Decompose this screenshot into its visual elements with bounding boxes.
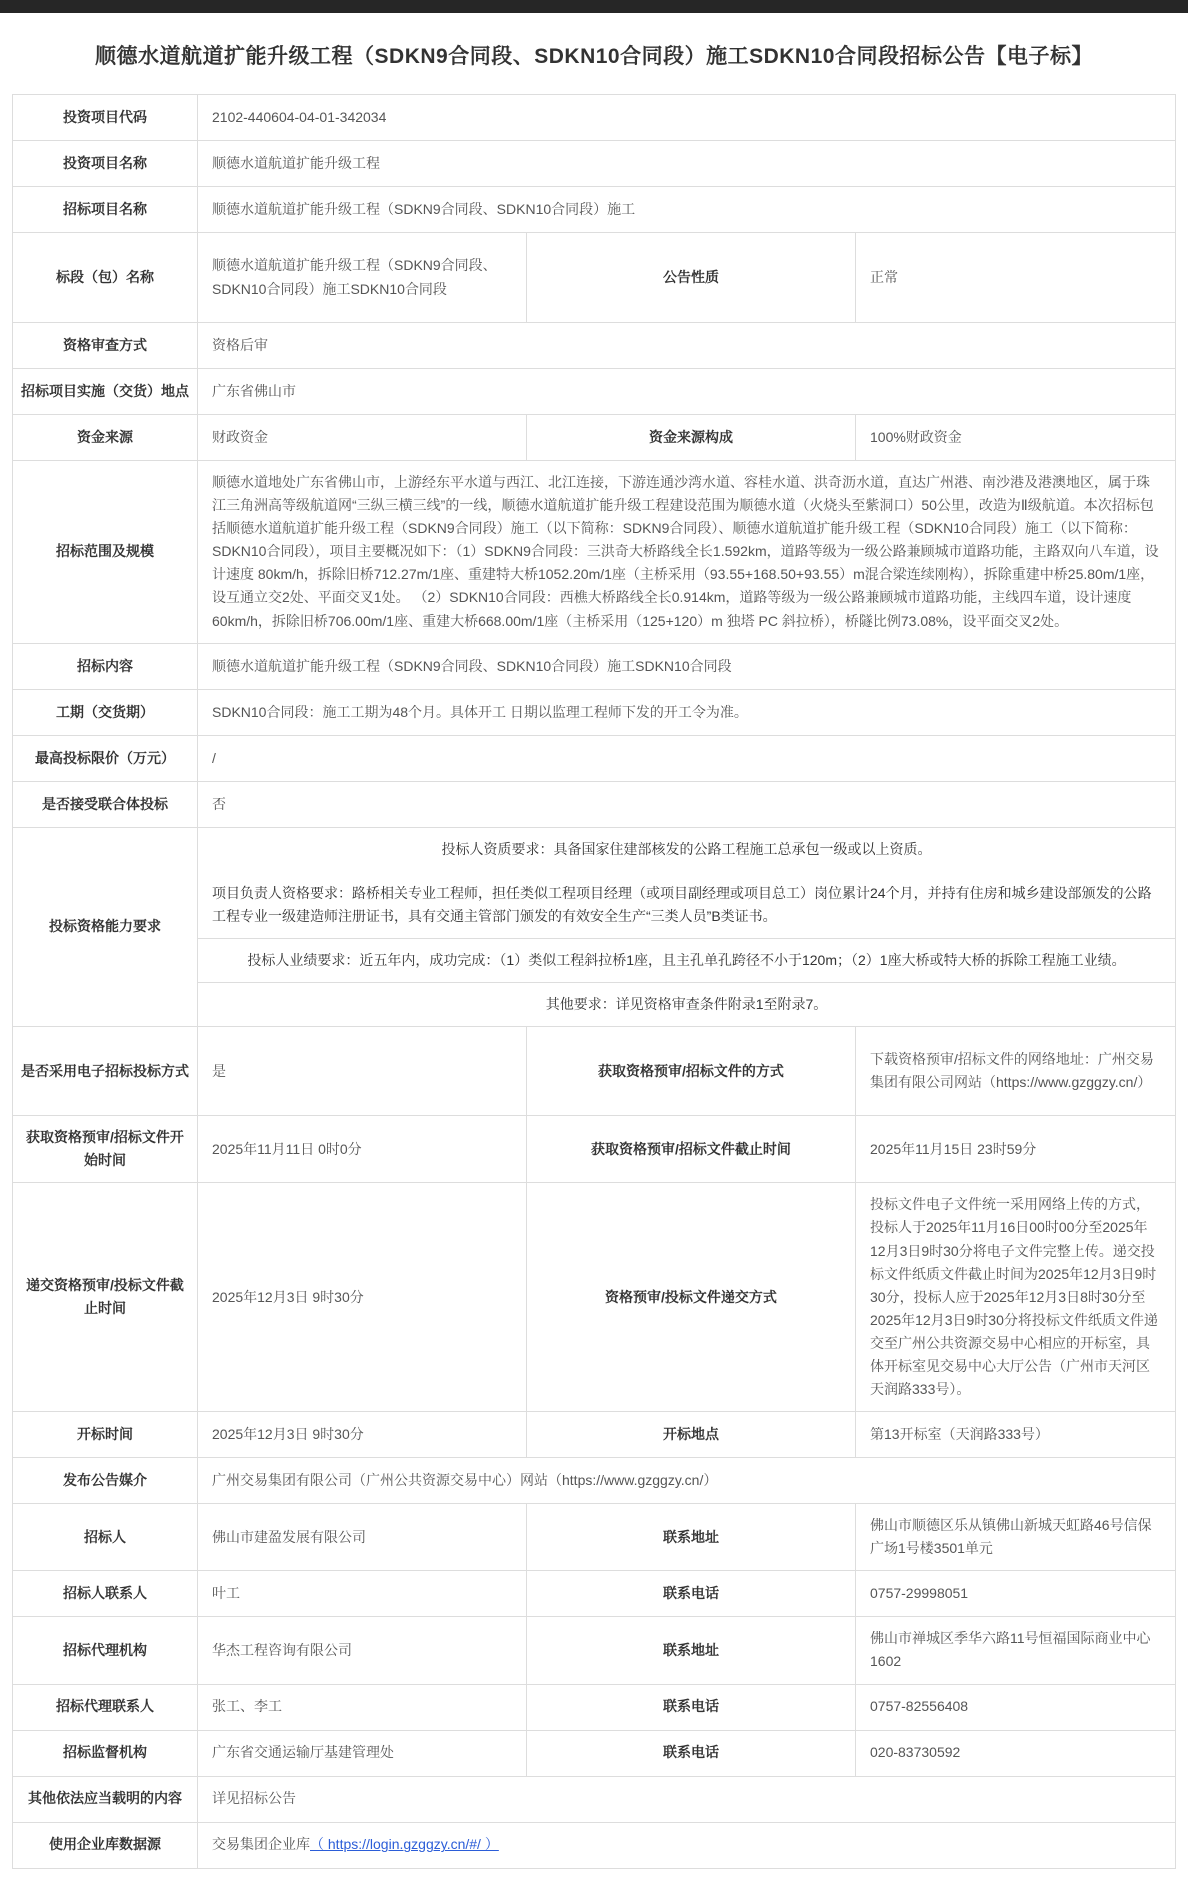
performance-requirement-cell xyxy=(198,939,1175,983)
row-value: 资格后审 xyxy=(212,336,268,353)
row-value-secondary: 佛山市禅城区季华六路11号恒福国际商业中心1602 xyxy=(870,1630,1151,1670)
row-label-secondary: 联系电话 xyxy=(526,1731,856,1776)
row-value: 佛山市建盈发展有限公司 xyxy=(212,1528,366,1545)
row-label: 招标内容 xyxy=(13,644,198,689)
row-value-secondary: 020-83730592 xyxy=(870,1744,961,1761)
row-label-secondary: 资金来源构成 xyxy=(526,415,856,460)
page-title: 顺德水道航道扩能升级工程（SDKN9合同段、SDKN10合同段）施工SDKN10合同段招标公告【电子标】 xyxy=(95,45,1093,68)
row-label: 招标代理联系人 xyxy=(13,1685,198,1730)
row-label: 发布公告媒介 xyxy=(13,1458,198,1503)
row-label: 工期（交货期） xyxy=(13,690,198,735)
row-value-secondary: 0757-82556408 xyxy=(870,1698,969,1715)
row-value: 2025年12月3日 9时30分 xyxy=(212,1288,364,1305)
row-value: 顺德水道航道扩能升级工程（SDKN9合同段、SDKN10合同段）施工SDKN10合同段 xyxy=(212,657,732,674)
row-label-secondary: 联系电话 xyxy=(526,1571,856,1616)
row-label: 投标资格能力要求 xyxy=(13,828,198,1026)
row-label-secondary: 开标地点 xyxy=(526,1412,856,1457)
row-value: SDKN10合同段：施工工期为48个月。具体开工 日期以监理工程师下发的开工令为准。 xyxy=(212,703,748,720)
performance-requirement-text: 投标人业绩要求：近五年内，成功完成：（1）类似工程斜拉桥1座，且主孔单孔跨径不小于120m；（2）1座大桥或特大桥的拆除工程施工业绩。 xyxy=(247,951,1126,968)
row-value: 2102-440604-04-01-342034 xyxy=(212,108,387,125)
table-row xyxy=(13,736,1175,782)
row-value: 顺德水道航道扩能升级工程（SDKN9合同段、SDKN10合同段）施工 xyxy=(212,200,636,217)
row-value-secondary: 2025年11月15日 23时59分 xyxy=(870,1140,1037,1157)
row-value: 广州交易集团有限公司（广州公共资源交易中心）网站（https://www.gzggzy.cn/） xyxy=(212,1472,718,1489)
row-label-secondary: 联系地址 xyxy=(526,1617,856,1683)
row-label: 是否采用电子招标投标方式 xyxy=(13,1027,198,1115)
table-row xyxy=(13,1823,1175,1868)
row-value-secondary: 佛山市顺德区乐从镇佛山新城天虹路46号信保广场1号楼3501单元 xyxy=(870,1517,1152,1557)
table-row xyxy=(13,187,1175,233)
table-row xyxy=(13,369,1175,415)
row-label: 开标时间 xyxy=(13,1412,198,1457)
table-row xyxy=(13,1731,1175,1777)
row-label: 标段（包）名称 xyxy=(13,233,198,322)
row-value: 财政资金 xyxy=(212,428,268,445)
table-row xyxy=(13,415,1175,461)
qualification-cell xyxy=(198,828,1175,939)
row-label: 使用企业库数据源 xyxy=(13,1823,198,1868)
row-value: / xyxy=(212,749,216,766)
top-bar xyxy=(0,0,1188,13)
row-value: 广东省交通运输厅基建管理处 xyxy=(212,1744,394,1761)
row-label: 递交资格预审/投标文件截止时间 xyxy=(13,1183,198,1411)
table-row xyxy=(13,1458,1175,1504)
row-label: 招标人 xyxy=(13,1504,198,1570)
row-label: 投资项目代码 xyxy=(13,95,198,140)
row-value-secondary: 投标文件电子文件统一采用网络上传的方式，投标人于2025年11月16日00时00分至2025年12月3日9时30分将电子文件完整上传。递交投标文件纸质文件截止时间为2025年12月3日9时30分，投标人应于2025年12月3日8时30分至2025年12月3日9时30分将投标文件纸质文件递交至广州公共资源交易中心相应的开标室，具体开标室见交易中心大厅公告（广州市天河区天润路333号）。 xyxy=(870,1196,1158,1398)
row-label-secondary: 获取资格预审/招标文件截止时间 xyxy=(526,1116,856,1182)
row-label-secondary: 获取资格预审/招标文件的方式 xyxy=(526,1027,856,1115)
row-label-secondary: 联系电话 xyxy=(526,1685,856,1730)
row-label: 获取资格预审/招标文件开始时间 xyxy=(13,1116,198,1182)
tender-announcement-table xyxy=(12,94,1176,1869)
row-label: 资格审查方式 xyxy=(13,323,198,368)
row-value-secondary: 下载资格预审/招标文件的网络地址：广州交易集团有限公司网站（https://www.gzggzy.cn/） xyxy=(870,1051,1154,1091)
row-value-secondary: 0757-29998051 xyxy=(870,1585,969,1602)
table-row xyxy=(13,828,1175,1027)
row-value-secondary: 正常 xyxy=(870,268,898,285)
enterprise-db-label: 交易集团企业库 xyxy=(212,1836,310,1853)
row-value: 顺德水道航道扩能升级工程 xyxy=(212,154,380,171)
row-value-secondary: 100%财政资金 xyxy=(870,428,962,445)
table-row xyxy=(13,690,1175,736)
row-value: 广东省佛山市 xyxy=(212,382,296,399)
bidder-qualification-text: 投标人资质要求：具备国家住建部核发的公路工程施工总承包一级或以上资质。 xyxy=(441,840,932,857)
row-label: 其他依法应当载明的内容 xyxy=(13,1777,198,1822)
qualification-requirements xyxy=(198,828,1175,1026)
table-row xyxy=(13,1685,1175,1731)
row-value-secondary: 第13开标室（天润路333号） xyxy=(870,1426,1049,1443)
table-row xyxy=(13,782,1175,828)
row-value: 2025年12月3日 9时30分 xyxy=(212,1426,364,1443)
row-label: 是否接受联合体投标 xyxy=(13,782,198,827)
table-row xyxy=(13,644,1175,690)
table-row xyxy=(13,1777,1175,1823)
row-label: 最高投标限价（万元） xyxy=(13,736,198,781)
row-label: 招标代理机构 xyxy=(13,1617,198,1683)
table-row xyxy=(13,95,1175,141)
row-value: 张工、李工 xyxy=(212,1698,282,1715)
other-requirement-cell xyxy=(198,983,1175,1026)
table-row xyxy=(13,1617,1175,1684)
row-value: 是 xyxy=(212,1062,226,1079)
table-row xyxy=(13,1027,1175,1116)
project-manager-qualification-text: 项目负责人资格要求：路桥相关专业工程师，担任类似工程项目经理（或项目副经理或项目总工）岗位累计24个月，并持有住房和城乡建设部颁发的公路工程专业一级建造师注册证书，具有交通主管部门颁发的有效安全生产“三类人员”B类证书。 xyxy=(212,884,1152,924)
row-value: 否 xyxy=(212,795,226,812)
row-label-secondary: 资格预审/投标文件递交方式 xyxy=(526,1183,856,1411)
table-row xyxy=(13,233,1175,323)
row-label: 招标项目实施（交货）地点 xyxy=(13,369,198,414)
row-label-secondary: 公告性质 xyxy=(526,233,856,322)
row-value xyxy=(198,1823,1175,1868)
row-value: 顺德水道地处广东省佛山市，上游经东平水道与西江、北江连接，下游连通沙湾水道、容桂水道、洪奇沥水道，直达广州港、南沙港及港澳地区，属于珠江三角洲高等级航道网“三纵三横三线”的一线，顺德水道航道扩能升级工程建设范围为顺德水道（火烧头至紫洞口）50公里，改造为Ⅱ级航道。本次招标包括顺德水道航道扩能升级工程（SDKN9合同段）施工（以下简称：SDKN9合同段）、顺德水道航道扩能升级工程（SDKN10合同段）施工（以下简称：SDKN10合同段），项目主要概况如下：（1）SDKN9合同段：三洪奇大桥路线全长1.592km，道路等级为一级公路兼顾城市道路功能，主路双向八车道，设计速度 80km/h，拆除旧桥712.27m/1座、重建特大桥1052.20m/1座（主桥采用（93.55+168.50+93.55）m混合梁连续刚构），拆除重建中桥25.80m/1座，设互通立交2处、平面交叉1处。 （2）SDKN10合同段：西樵大桥路线全长0.914km，道路等级为一级公路兼顾城市道路功能，主线四车道，设计速度60km/h，拆除旧桥706.00m/1座、重建大桥668.00m/1座（主桥采用（125+120）m 独塔 PC 斜拉桥），桥隧比例73.08%，设平面交叉2处。 xyxy=(212,474,1159,629)
row-label: 投资项目名称 xyxy=(13,141,198,186)
table-row xyxy=(13,323,1175,369)
row-label: 招标人联系人 xyxy=(13,1571,198,1616)
table-row xyxy=(13,1571,1175,1617)
table-row xyxy=(13,461,1175,644)
table-row xyxy=(13,1412,1175,1458)
row-value: 顺德水道航道扩能升级工程（SDKN9合同段、SDKN10合同段）施工SDKN10合同段 xyxy=(212,257,497,297)
enterprise-db-link[interactable]: （ https://login.gzggzy.cn/#/ ） xyxy=(310,1836,499,1853)
row-label: 招标项目名称 xyxy=(13,187,198,232)
row-value: 详见招标公告 xyxy=(212,1790,296,1807)
row-label: 资金来源 xyxy=(13,415,198,460)
table-row xyxy=(13,141,1175,187)
row-value: 叶工 xyxy=(212,1585,240,1602)
row-label-secondary: 联系地址 xyxy=(526,1504,856,1570)
row-label: 招标范围及规模 xyxy=(13,461,198,643)
row-label: 招标监督机构 xyxy=(13,1731,198,1776)
row-value: 2025年11月11日 0时0分 xyxy=(212,1140,362,1157)
row-value: 华杰工程咨询有限公司 xyxy=(212,1641,352,1658)
table-row xyxy=(13,1116,1175,1183)
table-row xyxy=(13,1183,1175,1412)
other-requirement-text: 其他要求：详见资格审查条件附录1至附录7。 xyxy=(545,996,828,1013)
table-row xyxy=(13,1504,1175,1571)
